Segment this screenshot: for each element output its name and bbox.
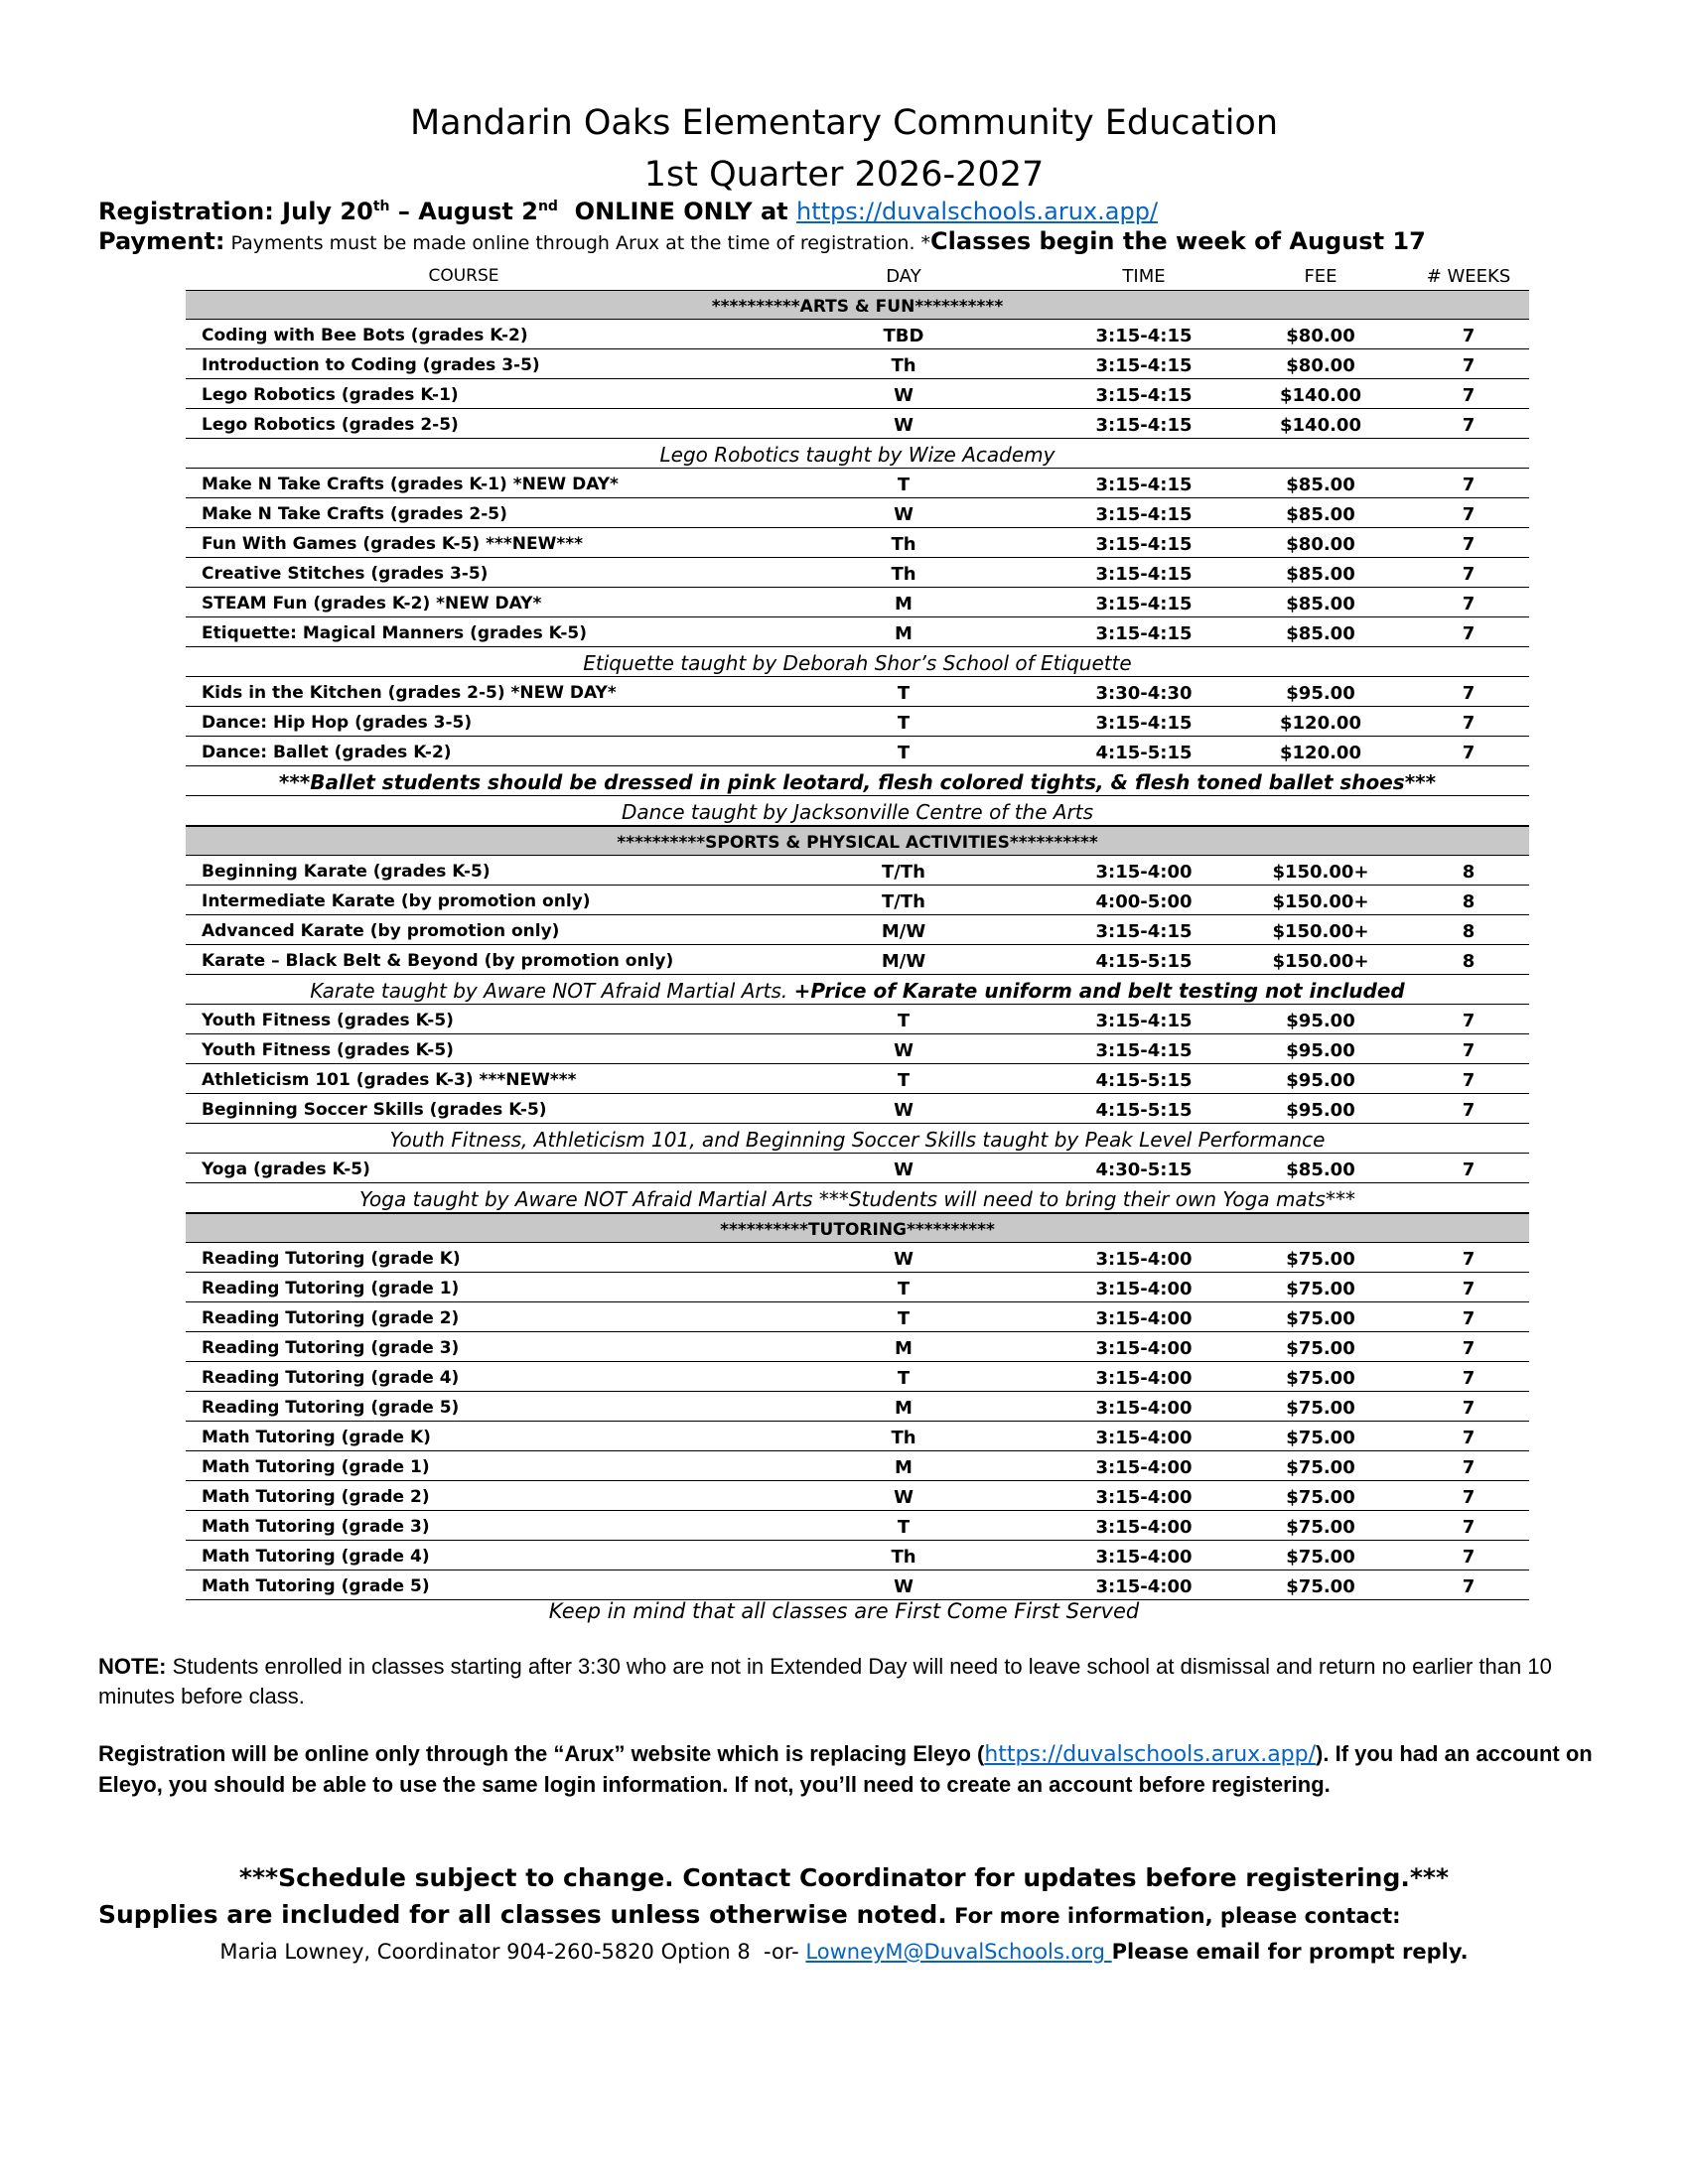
table-row bbox=[186, 1481, 1529, 1511]
day-cell: W bbox=[894, 385, 914, 406]
time-cell: 3:15-4:15 bbox=[1095, 475, 1193, 495]
time-cell: 3:15-4:15 bbox=[1095, 355, 1193, 376]
table-row bbox=[186, 1332, 1529, 1362]
registration-paragraph-text: Registration will be online only through the “Arux” website which is replacing Eleyo ( bbox=[98, 1741, 985, 1766]
fee-cell: $95.00 bbox=[1286, 1011, 1355, 1031]
table-row bbox=[186, 379, 1529, 409]
table-row bbox=[186, 707, 1529, 737]
time-cell: 4:15-5:15 bbox=[1095, 1100, 1193, 1121]
fee-cell: $75.00 bbox=[1286, 1308, 1355, 1329]
table-note bbox=[186, 647, 1529, 677]
course-cell: Reading Tutoring (grade 1) bbox=[202, 1279, 460, 1298]
table-row bbox=[186, 617, 1529, 647]
course-cell: Coding with Bee Bots (grades K-2) bbox=[202, 326, 528, 345]
note-text bbox=[186, 800, 1529, 824]
time-cell: 3:15-4:00 bbox=[1095, 1487, 1193, 1508]
course-cell: Math Tutoring (grade 4) bbox=[202, 1547, 430, 1567]
day-cell: T/Th bbox=[882, 862, 925, 883]
fee-cell: $80.00 bbox=[1286, 326, 1355, 346]
time-cell: 3:15-4:00 bbox=[1095, 1249, 1193, 1270]
day-cell: Th bbox=[891, 1428, 916, 1448]
contact-email-link[interactable]: LowneyM@DuvalSchools.org bbox=[805, 1940, 1112, 1964]
weeks-cell: 7 bbox=[1462, 1576, 1476, 1597]
time-cell: 3:15-4:00 bbox=[1095, 1576, 1193, 1597]
time-cell: 4:00-5:00 bbox=[1095, 891, 1193, 912]
day-cell: T bbox=[897, 1011, 911, 1031]
course-cell: Youth Fitness (grades K-5) bbox=[202, 1040, 454, 1060]
day-cell: T bbox=[897, 1308, 911, 1329]
day-cell: M bbox=[895, 623, 913, 644]
weeks-cell: 7 bbox=[1462, 1249, 1476, 1270]
course-cell: Dance: Hip Hop (grades 3-5) bbox=[202, 713, 473, 733]
course-cell: Reading Tutoring (grade 2) bbox=[202, 1308, 460, 1328]
course-cell: Math Tutoring (grade 3) bbox=[202, 1517, 430, 1537]
course-cell: Karate – Black Belt & Beyond (by promotion only) bbox=[202, 951, 674, 971]
note-paragraph bbox=[98, 1652, 1598, 1711]
time-cell: 3:15-4:15 bbox=[1095, 713, 1193, 734]
fee-cell: $75.00 bbox=[1286, 1398, 1355, 1419]
registration-line bbox=[98, 198, 1158, 225]
weeks-cell: 8 bbox=[1462, 891, 1476, 912]
table-row bbox=[186, 677, 1529, 707]
note-plain: Etiquette taught by Deborah Shor’s School of Etiquette bbox=[583, 651, 1132, 675]
table-row bbox=[186, 498, 1529, 528]
fee-cell: $75.00 bbox=[1286, 1249, 1355, 1270]
payment-label: Payment: bbox=[98, 227, 225, 255]
registration-paragraph bbox=[98, 1739, 1598, 1800]
course-cell: Creative Stitches (grades 3-5) bbox=[202, 564, 489, 584]
page-title: Mandarin Oaks Elementary Community Education bbox=[409, 103, 1279, 143]
table-note bbox=[186, 1183, 1529, 1213]
weeks-cell: 7 bbox=[1462, 415, 1476, 436]
table-row bbox=[186, 1154, 1529, 1183]
course-cell: Math Tutoring (grade 2) bbox=[202, 1487, 430, 1507]
table-row bbox=[186, 1541, 1529, 1570]
table-row bbox=[186, 737, 1529, 766]
course-cell: Lego Robotics (grades 2-5) bbox=[202, 415, 459, 435]
time-cell: 3:15-4:00 bbox=[1095, 1428, 1193, 1448]
course-cell: Lego Robotics (grades K-1) bbox=[202, 385, 459, 405]
course-cell: Make N Take Crafts (grades K-1) *NEW DAY* bbox=[202, 475, 619, 494]
column-header-time: TIME bbox=[1122, 266, 1166, 287]
time-cell: 3:15-4:00 bbox=[1095, 1398, 1193, 1419]
weeks-cell: 7 bbox=[1462, 1279, 1476, 1299]
registration-label: Registration: July 20 bbox=[98, 198, 373, 225]
table-row bbox=[186, 886, 1529, 915]
weeks-cell: 7 bbox=[1462, 385, 1476, 406]
weeks-cell: 7 bbox=[1462, 1398, 1476, 1419]
fee-cell: $75.00 bbox=[1286, 1576, 1355, 1597]
day-cell: T bbox=[897, 1070, 911, 1091]
table-note bbox=[186, 975, 1529, 1005]
course-cell: Yoga (grades K-5) bbox=[202, 1160, 370, 1179]
table-row bbox=[186, 945, 1529, 975]
table-note bbox=[186, 439, 1529, 469]
classes-begin-text: Classes begin the week of August 17 bbox=[930, 227, 1426, 255]
time-cell: 3:15-4:15 bbox=[1095, 385, 1193, 406]
time-cell: 3:30-4:30 bbox=[1095, 683, 1193, 704]
column-header-course: COURSE bbox=[428, 266, 499, 286]
fee-cell: $150.00+ bbox=[1272, 862, 1369, 883]
column-header-weeks: # WEEKS bbox=[1426, 266, 1511, 287]
weeks-cell: 7 bbox=[1462, 475, 1476, 495]
weeks-cell: 8 bbox=[1462, 951, 1476, 972]
time-cell: 3:15-4:00 bbox=[1095, 862, 1193, 883]
weeks-cell: 7 bbox=[1462, 1368, 1476, 1389]
weeks-cell: 7 bbox=[1462, 1547, 1476, 1568]
time-cell: 4:30-5:15 bbox=[1095, 1160, 1193, 1180]
time-cell: 3:15-4:15 bbox=[1095, 326, 1193, 346]
section-header bbox=[186, 826, 1529, 856]
fee-cell: $150.00+ bbox=[1272, 891, 1369, 912]
fee-cell: $150.00+ bbox=[1272, 951, 1369, 972]
table-row bbox=[186, 1511, 1529, 1541]
course-cell: Beginning Soccer Skills (grades K-5) bbox=[202, 1100, 547, 1120]
note-text bbox=[186, 651, 1529, 675]
course-cell: Etiquette: Magical Manners (grades K-5) bbox=[202, 623, 587, 643]
supplies-text: Supplies are included for all classes unless otherwise noted. bbox=[98, 1900, 947, 1929]
fee-cell: $75.00 bbox=[1286, 1428, 1355, 1448]
registration-sup-2: nd bbox=[537, 199, 558, 214]
day-cell: Th bbox=[891, 564, 916, 585]
day-cell: Th bbox=[891, 534, 916, 555]
table-row bbox=[186, 409, 1529, 439]
fee-cell: $85.00 bbox=[1286, 594, 1355, 614]
weeks-cell: 7 bbox=[1462, 623, 1476, 644]
course-cell: Reading Tutoring (grade 4) bbox=[202, 1368, 460, 1388]
table-body bbox=[186, 290, 1529, 1600]
payment-text: Payments must be made online through Arux at the time of registration. * bbox=[224, 232, 931, 254]
weeks-cell: 7 bbox=[1462, 1070, 1476, 1091]
table-note bbox=[186, 766, 1529, 796]
table-row bbox=[186, 1094, 1529, 1124]
time-cell: 3:15-4:00 bbox=[1095, 1338, 1193, 1359]
weeks-cell: 7 bbox=[1462, 1487, 1476, 1508]
day-cell: M bbox=[895, 594, 913, 614]
table-row bbox=[186, 1451, 1529, 1481]
table-row bbox=[186, 349, 1529, 379]
contact-text: Maria Lowney, Coordinator 904-260-5820 Option 8 -or- bbox=[219, 1940, 806, 1964]
day-cell: M bbox=[895, 1338, 913, 1359]
day-cell: W bbox=[894, 415, 914, 436]
registration-link[interactable]: https://duvalschools.arux.app/ bbox=[796, 198, 1159, 225]
day-cell: M bbox=[895, 1457, 913, 1478]
weeks-cell: 7 bbox=[1462, 564, 1476, 585]
schedule-notice: ***Schedule subject to change. Contact Coordinator for updates before registering.*** bbox=[238, 1863, 1450, 1892]
day-cell: Th bbox=[891, 355, 916, 376]
note-label: NOTE: bbox=[98, 1654, 167, 1679]
fee-cell: $75.00 bbox=[1286, 1368, 1355, 1389]
weeks-cell: 7 bbox=[1462, 683, 1476, 704]
day-cell: W bbox=[894, 1160, 914, 1180]
table-row bbox=[186, 1362, 1529, 1392]
course-cell: Reading Tutoring (grade 5) bbox=[202, 1398, 460, 1418]
course-cell: Youth Fitness (grades K-5) bbox=[202, 1011, 454, 1030]
table-row bbox=[186, 320, 1529, 349]
fee-cell: $120.00 bbox=[1280, 713, 1361, 734]
registration-mid: – August 2 bbox=[389, 198, 538, 225]
registration-sup-1: th bbox=[372, 199, 390, 214]
fee-cell: $75.00 bbox=[1286, 1279, 1355, 1299]
weeks-cell: 7 bbox=[1462, 504, 1476, 525]
time-cell: 3:15-4:00 bbox=[1095, 1308, 1193, 1329]
time-cell: 3:15-4:15 bbox=[1095, 1011, 1193, 1031]
course-cell: Beginning Karate (grades K-5) bbox=[202, 862, 491, 882]
day-cell: Th bbox=[891, 1547, 916, 1568]
fee-cell: $80.00 bbox=[1286, 534, 1355, 555]
section-title: **********ARTS & FUN********** bbox=[711, 297, 1004, 317]
day-cell: T bbox=[897, 475, 911, 495]
fee-cell: $85.00 bbox=[1286, 475, 1355, 495]
time-cell: 4:15-5:15 bbox=[1095, 951, 1193, 972]
arux-link[interactable]: https://duvalschools.arux.app/ bbox=[984, 1742, 1317, 1767]
time-cell: 3:15-4:00 bbox=[1095, 1368, 1193, 1389]
note-plain: Lego Robotics taught by Wize Academy bbox=[659, 443, 1055, 467]
day-cell: M bbox=[895, 1398, 913, 1419]
time-cell: 3:15-4:15 bbox=[1095, 504, 1193, 525]
time-cell: 3:15-4:00 bbox=[1095, 1547, 1193, 1568]
weeks-cell: 7 bbox=[1462, 355, 1476, 376]
weeks-cell: 7 bbox=[1462, 1338, 1476, 1359]
note-bold: ***Ballet students should be dressed in pink leotard, flesh colored tights, & flesh toned ballet shoes*** bbox=[278, 770, 1437, 794]
fee-cell: $95.00 bbox=[1286, 1040, 1355, 1061]
table-row bbox=[186, 1064, 1529, 1094]
table-row bbox=[186, 856, 1529, 886]
day-cell: TBD bbox=[883, 326, 924, 346]
page-subtitle: 1st Quarter 2026-2027 bbox=[643, 155, 1045, 195]
note-plain: Karate taught by Aware NOT Afraid Martial Arts. bbox=[310, 979, 794, 1003]
day-cell: T bbox=[897, 1517, 911, 1538]
registration-after: ONLINE ONLY at bbox=[557, 198, 797, 225]
weeks-cell: 7 bbox=[1462, 594, 1476, 614]
note-text: Students enrolled in classes starting after 3:30 who are not in Extended Day will need to leave school at dismissal and return no earlier than 10 minutes before class. bbox=[98, 1654, 1552, 1708]
course-cell: Athleticism 101 (grades K-3) ***NEW*** bbox=[202, 1070, 577, 1090]
note-plain: Youth Fitness, Athleticism 101, and Beginning Soccer Skills taught by Peak Level Performance bbox=[389, 1128, 1326, 1152]
course-cell: STEAM Fun (grades K-2) *NEW DAY* bbox=[202, 594, 542, 614]
contact-line bbox=[0, 1940, 1688, 1964]
fee-cell: $85.00 bbox=[1286, 623, 1355, 644]
fee-cell: $120.00 bbox=[1280, 743, 1361, 763]
course-cell: Math Tutoring (grade 5) bbox=[202, 1576, 430, 1596]
weeks-cell: 7 bbox=[1462, 1011, 1476, 1031]
course-cell: Kids in the Kitchen (grades 2-5) *NEW DAY* bbox=[202, 683, 617, 703]
weeks-cell: 7 bbox=[1462, 1040, 1476, 1061]
section-title: **********SPORTS & PHYSICAL ACTIVITIES********** bbox=[617, 833, 1098, 853]
note-text bbox=[186, 770, 1529, 794]
day-cell: W bbox=[894, 1249, 914, 1270]
fee-cell: $140.00 bbox=[1280, 385, 1361, 406]
column-header-day: DAY bbox=[886, 266, 921, 287]
table-row bbox=[186, 1392, 1529, 1422]
time-cell: 3:15-4:00 bbox=[1095, 1279, 1193, 1299]
time-cell: 3:15-4:15 bbox=[1095, 594, 1193, 614]
table-note bbox=[186, 796, 1529, 826]
time-cell: 4:15-5:15 bbox=[1095, 743, 1193, 763]
fee-cell: $95.00 bbox=[1286, 1070, 1355, 1091]
table-note bbox=[186, 1124, 1529, 1154]
note-plain: Yoga taught by Aware NOT Afraid Martial Arts ***Students will need to bring their own Yoga mats*** bbox=[359, 1187, 1355, 1211]
time-cell: 3:15-4:15 bbox=[1095, 534, 1193, 555]
day-cell: M/W bbox=[881, 951, 926, 972]
course-cell: Introduction to Coding (grades 3-5) bbox=[202, 355, 540, 375]
time-cell: 4:15-5:15 bbox=[1095, 1070, 1193, 1091]
more-info-text: For more information, please contact: bbox=[946, 1904, 1401, 1928]
payment-line bbox=[98, 227, 1426, 255]
fee-cell: $95.00 bbox=[1286, 1100, 1355, 1121]
section-header bbox=[186, 290, 1529, 320]
supplies-line bbox=[98, 1900, 1401, 1929]
weeks-cell: 7 bbox=[1462, 326, 1476, 346]
table-row bbox=[186, 469, 1529, 498]
day-cell: W bbox=[894, 1040, 914, 1061]
contact-email-note: Please email for prompt reply. bbox=[1111, 1940, 1469, 1964]
course-cell: Fun With Games (grades K-5) ***NEW*** bbox=[202, 534, 584, 554]
day-cell: T bbox=[897, 743, 911, 763]
registration-paragraph-text-after: ). If you had an account on Eleyo, you should be able to use the same login information. If not, you’ll need to create an account before registering. bbox=[98, 1741, 1593, 1797]
table-row bbox=[186, 558, 1529, 588]
fee-cell: $140.00 bbox=[1280, 415, 1361, 436]
course-table bbox=[186, 260, 1529, 1600]
fee-cell: $85.00 bbox=[1286, 504, 1355, 525]
section-title: **********TUTORING********** bbox=[720, 1220, 995, 1240]
fee-cell: $150.00+ bbox=[1272, 921, 1369, 942]
weeks-cell: 7 bbox=[1462, 1457, 1476, 1478]
day-cell: W bbox=[894, 1487, 914, 1508]
time-cell: 3:15-4:00 bbox=[1095, 1517, 1193, 1538]
time-cell: 3:15-4:15 bbox=[1095, 415, 1193, 436]
course-cell: Math Tutoring (grade 1) bbox=[202, 1457, 430, 1477]
day-cell: W bbox=[894, 1576, 914, 1597]
fee-cell: $75.00 bbox=[1286, 1338, 1355, 1359]
fee-cell: $75.00 bbox=[1286, 1547, 1355, 1568]
day-cell: W bbox=[894, 504, 914, 525]
day-cell: W bbox=[894, 1100, 914, 1121]
table-row bbox=[186, 1570, 1529, 1600]
time-cell: 3:15-4:15 bbox=[1095, 623, 1193, 644]
table-row bbox=[186, 915, 1529, 945]
fee-cell: $75.00 bbox=[1286, 1457, 1355, 1478]
weeks-cell: 7 bbox=[1462, 743, 1476, 763]
fee-cell: $75.00 bbox=[1286, 1517, 1355, 1538]
weeks-cell: 7 bbox=[1462, 1308, 1476, 1329]
day-cell: T bbox=[897, 1279, 911, 1299]
table-header bbox=[186, 260, 1529, 290]
first-come-note: Keep in mind that all classes are First Come First Served bbox=[548, 1599, 1140, 1623]
day-cell: T bbox=[897, 713, 911, 734]
day-cell: T/Th bbox=[882, 891, 925, 912]
day-cell: M/W bbox=[881, 921, 926, 942]
time-cell: 3:15-4:15 bbox=[1095, 921, 1193, 942]
column-header-fee: FEE bbox=[1304, 266, 1337, 287]
course-cell: Reading Tutoring (grade K) bbox=[202, 1249, 461, 1269]
fee-cell: $85.00 bbox=[1286, 564, 1355, 585]
fee-cell: $75.00 bbox=[1286, 1487, 1355, 1508]
weeks-cell: 8 bbox=[1462, 921, 1476, 942]
course-cell: Intermediate Karate (by promotion only) bbox=[202, 891, 591, 911]
note-bold: +Price of Karate uniform and belt testing not included bbox=[793, 979, 1405, 1003]
course-cell: Make N Take Crafts (grades 2-5) bbox=[202, 504, 507, 524]
weeks-cell: 7 bbox=[1462, 534, 1476, 555]
time-cell: 3:15-4:00 bbox=[1095, 1457, 1193, 1478]
table-row bbox=[186, 1422, 1529, 1451]
table-row bbox=[186, 1243, 1529, 1273]
weeks-cell: 7 bbox=[1462, 1100, 1476, 1121]
time-cell: 3:15-4:15 bbox=[1095, 564, 1193, 585]
course-cell: Reading Tutoring (grade 3) bbox=[202, 1338, 460, 1358]
table-row bbox=[186, 1005, 1529, 1034]
fee-cell: $85.00 bbox=[1286, 1160, 1355, 1180]
note-text bbox=[186, 1128, 1529, 1152]
note-text bbox=[186, 443, 1529, 467]
table-row bbox=[186, 1302, 1529, 1332]
fee-cell: $95.00 bbox=[1286, 683, 1355, 704]
section-header bbox=[186, 1213, 1529, 1243]
course-cell: Advanced Karate (by promotion only) bbox=[202, 921, 560, 941]
table-row bbox=[186, 588, 1529, 617]
weeks-cell: 8 bbox=[1462, 862, 1476, 883]
table-row bbox=[186, 528, 1529, 558]
course-cell: Math Tutoring (grade K) bbox=[202, 1428, 431, 1447]
weeks-cell: 7 bbox=[1462, 1160, 1476, 1180]
weeks-cell: 7 bbox=[1462, 713, 1476, 734]
table-row bbox=[186, 1273, 1529, 1302]
note-text bbox=[186, 979, 1529, 1003]
note-plain: Dance taught by Jacksonville Centre of the Arts bbox=[621, 800, 1094, 824]
weeks-cell: 7 bbox=[1462, 1428, 1476, 1448]
note-text bbox=[186, 1187, 1529, 1211]
time-cell: 3:15-4:15 bbox=[1095, 1040, 1193, 1061]
table-row bbox=[186, 1034, 1529, 1064]
day-cell: T bbox=[897, 683, 911, 704]
course-cell: Dance: Ballet (grades K-2) bbox=[202, 743, 452, 762]
fee-cell: $80.00 bbox=[1286, 355, 1355, 376]
day-cell: T bbox=[897, 1368, 911, 1389]
weeks-cell: 7 bbox=[1462, 1517, 1476, 1538]
